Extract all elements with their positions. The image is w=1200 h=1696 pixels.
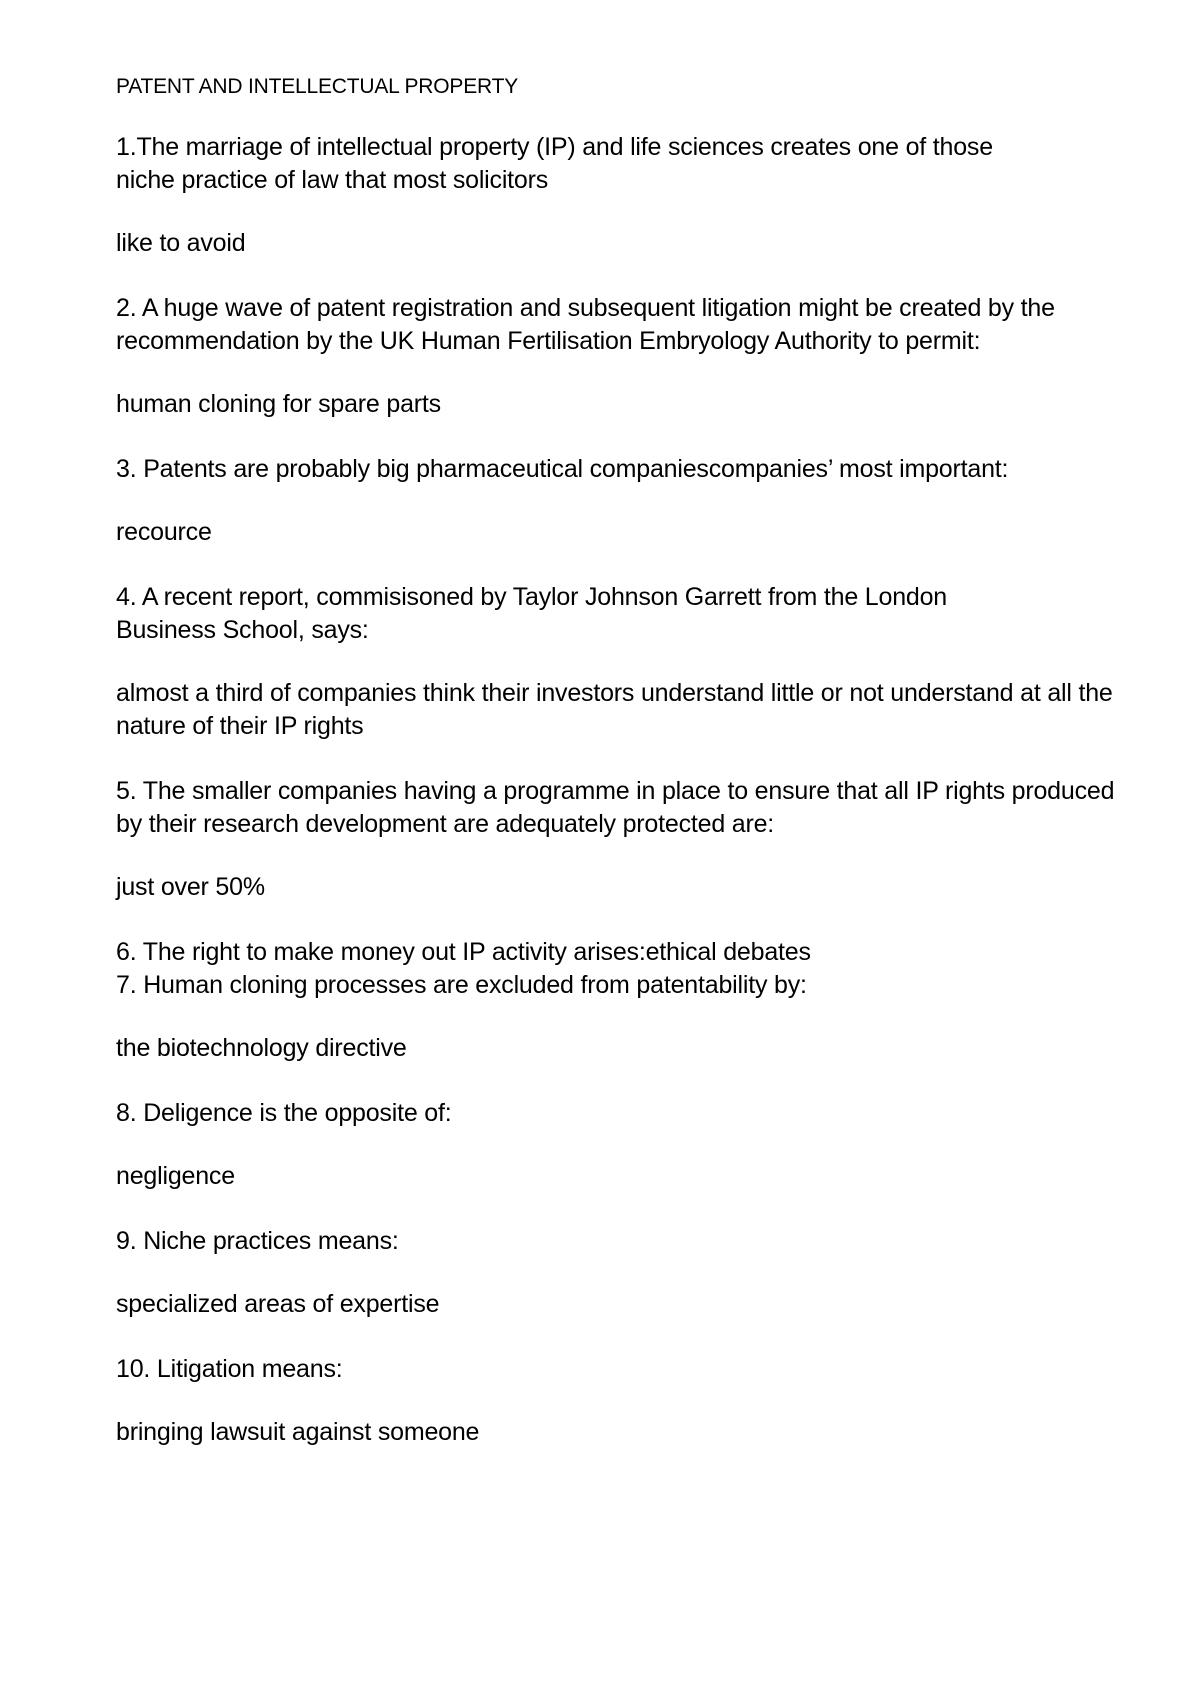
question-10: 10. Litigation means: bbox=[116, 1355, 343, 1383]
question-4: 4. A recent report, commisisoned by Taylor Johnson Garrett from the London Business School, says: bbox=[116, 583, 948, 644]
question-6: 6. The right to make money out IP activity arises:ethical debates bbox=[116, 938, 811, 966]
answer-9: specialized areas of expertise bbox=[116, 1290, 440, 1318]
answer-8: negligence bbox=[116, 1162, 235, 1190]
answer-4: almost a third of companies think their investors understand little or not understand at all the nature of their IP rights bbox=[116, 679, 1113, 740]
question-8: 8. Deligence is the opposite of: bbox=[116, 1099, 452, 1127]
question-9: 9. Niche practices means: bbox=[116, 1227, 399, 1255]
answer-5: just over 50% bbox=[116, 873, 265, 901]
answer-3: recource bbox=[116, 518, 212, 546]
document-body bbox=[116, 70, 1116, 1449]
document-title: PATENT AND INTELLECTUAL PROPERTY bbox=[116, 75, 519, 98]
answer-7: the biotechnology directive bbox=[116, 1034, 407, 1062]
question-1: 1.The marriage of intellectual property (IP) and life sciences creates one of those niche practice of law that most solicitors bbox=[116, 133, 993, 194]
question-7: 7. Human cloning processes are excluded from patentability by: bbox=[116, 971, 807, 999]
answer-2: human cloning for spare parts bbox=[116, 390, 441, 418]
answer-10: bringing lawsuit against someone bbox=[116, 1418, 480, 1446]
question-3: 3. Patents are probably big pharmaceutical companiescompanies’ most important: bbox=[116, 455, 1009, 483]
question-5: 5. The smaller companies having a programme in place to ensure that all IP rights produced by their research development are adequately protected are: bbox=[116, 777, 1115, 838]
question-2: 2. A huge wave of patent registration and subsequent litigation might be created by the recommendation by the UK Human Fertilisation Embryology Authority to permit: bbox=[116, 294, 1055, 355]
answer-1: like to avoid bbox=[116, 229, 246, 257]
